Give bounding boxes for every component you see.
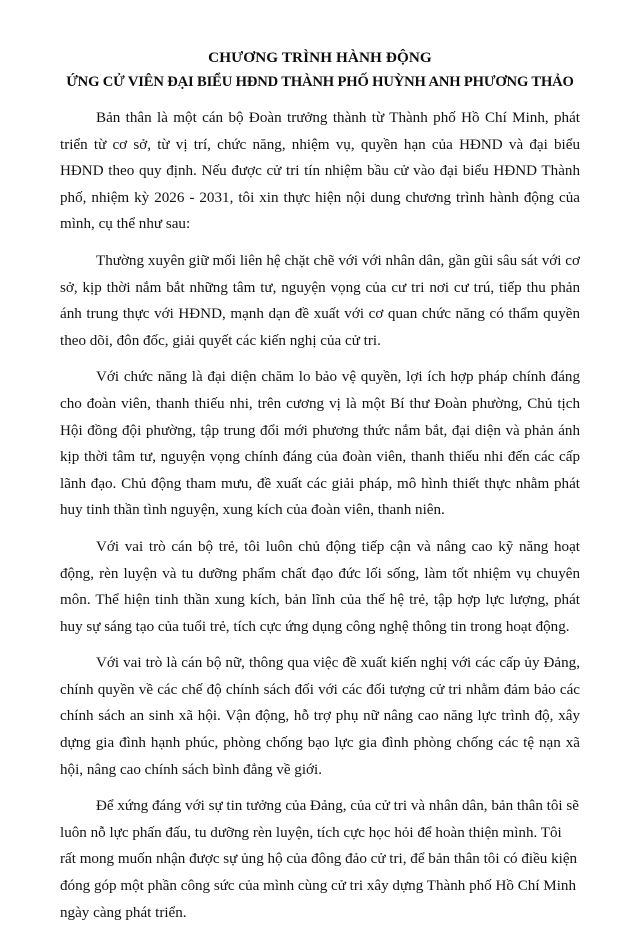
paragraph-1: Bản thân là một cán bộ Đoàn trưởng thành từ Thành phố Hồ Chí Minh, phát triển từ cơ sở, từ vị trí, chức năng, nhiệm vụ, quyền hạn của HĐND và đại biểu HĐND theo quy định. Nếu được cử tri tín nhiệm bầu cử vào đại biểu HĐND Thành phố, nhiệm kỳ 2026 - 2031, tôi xin thực hiện nội dung chương trình hành động của mình, cụ thể như sau: <box>60 110 580 233</box>
paragraph-5: Với vai trò là cán bộ nữ, thông qua việc đề xuất kiến nghị với các cấp ủy Đảng, chính quyền về các chế độ chính sách đối với các đối tượng cử tri nhằm đảm bảo các chính sách an sinh xã hội. Vận động, hỗ trợ phụ nữ nâng cao năng lực trình độ, xây dựng gia đình hạnh phúc, phòng chống bạo lực gia đình phòng chống các tệ nạn xã hội, nâng cao chính sách bình đẳng về giới. <box>60 655 580 778</box>
paragraph-6: Để xứng đáng với sự tin tưởng của Đảng, của cử tri và nhân dân, bản thân tôi sẽ luôn nỗ lực phấn đấu, tu dưỡng rèn luyện, tích cực học hỏi để hoàn thiện mình. Tôi rất mong muốn nhận được sự ủng hộ của đông đảo cử tri, để bản thân tôi có điều kiện đóng góp một phần công sức của mình cùng cử tri xây dựng Thành phố Hồ Chí Minh ngày càng phát triển. <box>60 798 579 921</box>
title-line-candidate: ỨNG CỬ VIÊN ĐẠI BIỂU HĐND THÀNH PHỐ HUỲNH ANH PHƯƠNG THẢO <box>66 74 574 90</box>
paragraph-3: Với chức năng là đại diện chăm lo bảo vệ quyền, lợi ích hợp pháp chính đáng cho đoàn viên, thanh thiếu nhi, trên cương vị là một Bí thư Đoàn phường, Chủ tịch Hội đồng đội phường, tập trung đổi mới phương thức nắm bắt, đại diện và phản ánh kịp thời tâm tư, nguyện vọng chính đáng của đoàn viên, thanh thiếu nhi đến các cấp lãnh đạo. Chủ động tham mưu, đề xuất các giải pháp, mô hình thiết thực nhằm phát huy tinh thần tình nguyện, xung kích của đoàn viên, thanh niên. <box>60 369 580 519</box>
title-line-program: CHƯƠNG TRÌNH HÀNH ĐỘNG <box>208 49 432 66</box>
paragraph-4: Với vai trò cán bộ trẻ, tôi luôn chủ động tiếp cận và nâng cao kỹ năng hoạt động, rèn luyện và tu dưỡng phẩm chất đạo đức lối sống, làm tốt nhiệm vụ chuyên môn. Thể hiện tinh thần xung kích, bản lĩnh của thế hệ trẻ, tập hợp lực lượng, phát huy sự sáng tạo của tuổi trẻ, tích cực ứng dụng công nghệ thông tin trong hoạt động. <box>60 538 580 635</box>
document-body <box>60 105 580 926</box>
paragraph-2: Thường xuyên giữ mối liên hệ chặt chẽ với với nhân dân, gần gũi sâu sát với cơ sở, kịp thời nắm bắt những tâm tư, nguyện vọng của cư tri nơi cư trú, tiếp thu phản ánh trung thực với HĐND, mạnh dạn đề xuất với cơ quan chức năng có thẩm quyền theo dõi, đôn đốc, giải quyết các kiến nghị của cử tri. <box>60 252 580 349</box>
page-title <box>60 46 580 94</box>
